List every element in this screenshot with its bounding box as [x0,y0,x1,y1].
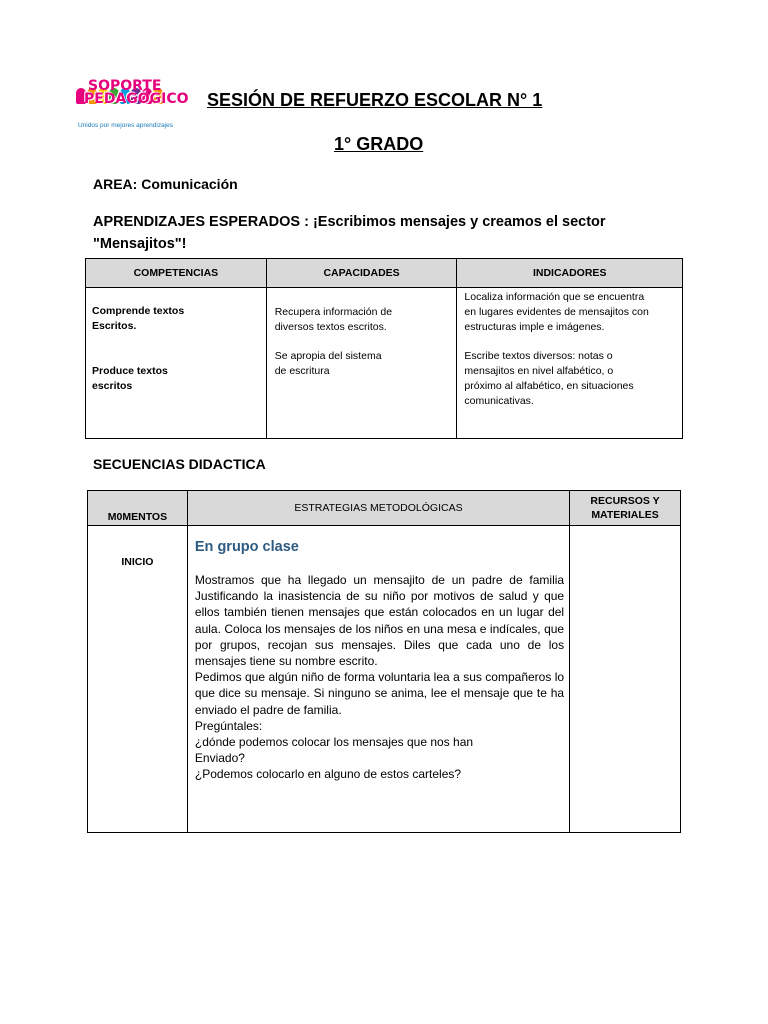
capacidad-line: diversos textos escritos. [274,321,387,333]
logo-tagline: Unidos por mejores aprendizajes [78,122,174,129]
moment-inicio: INICIO [88,526,188,833]
indicador-line: mensajitos en nivel alfabético, o [464,365,614,377]
strategy-line: Enviado? [194,751,245,766]
strategy-paragraph: Mostramos que ha llegado un mensajito de un padre de familia Justificando la inasistencia de su niño por motivos de salud y que ellos también tienen mensajes que están colocados en un lugar del aula. Coloca los mensajes de los niños en una mesa e indícales, que por grupos, recojan sus mensajes. Diles que cada uno de los mensajes tiene su nombre escrito. [194,573,565,669]
header-estrategias: ESTRATEGIAS METODOLÓGICAS [187,491,569,526]
competencia-line: Escritos. [92,320,137,332]
resources-cell [570,526,681,833]
indicador-line: próximo al alfabético, en situaciones [464,380,634,392]
competencia-line: Produce textos [92,365,168,377]
session-title: SESIÓN DE REFUERZO ESCOLAR N° 1 [207,90,543,110]
competency-table [85,258,683,439]
capacidades-cell [266,288,457,439]
group-heading: En grupo clase [194,539,299,555]
header-recursos: RECURSOS Y MATERIALES [570,491,681,526]
strategy-line: Pregúntales: [194,718,263,733]
area-label: AREA: Comunicación [93,176,238,192]
soporte-pedagogico-logo [74,78,189,138]
competencia-line: Comprende textos [92,305,185,317]
header-capacidades: CAPACIDADES [266,259,457,288]
capacidad-line: de escritura [274,365,330,377]
logo-brand-line2: PEDAGÓGICO [84,91,189,107]
indicador-line: en lugares evidentes de mensajitos con [464,306,649,318]
strategy-line: ¿Podemos colocarlo en alguno de estos carteles? [194,767,462,782]
capacidad-line: Se apropia del sistema [274,350,382,362]
header-momentos: M0MENTOS [88,491,188,526]
grade-title: 1° GRADO [334,134,424,154]
logo-brand-line1: SOPORTE [88,78,162,94]
header-competencias: COMPETENCIAS [86,259,267,288]
strategy-paragraph: Pedimos que algún niño de forma voluntaria lea a sus compañeros lo que dice su mensaje. Si ninguno se anima, lee el mensaje que te ha enviado el padre de familia. [194,670,565,717]
indicadores-cell [457,288,683,439]
indicador-line: estructuras imple e imágenes. [464,321,605,333]
aprendizajes-esperados: APRENDIZAJES ESPERADOS : ¡Escribimos mensajes y creamos el sector "Mensajitos"! [93,214,606,252]
competencias-cell [86,288,267,439]
header-indicadores: INDICADORES [457,259,683,288]
strategies-cell [187,526,569,833]
strategy-line: ¿dónde podemos colocar los mensajes que nos han [194,735,474,750]
secuencias-title: SECUENCIAS DIDACTICA [93,456,266,472]
indicador-line: comunicativas. [464,395,534,407]
sequence-table [87,490,681,833]
competencia-line: escritos [92,380,133,392]
capacidad-line: Recupera información de [274,306,393,318]
indicador-line: Localiza información que se encuentra [464,291,645,303]
indicador-line: Escribe textos diversos: notas o [464,350,613,362]
